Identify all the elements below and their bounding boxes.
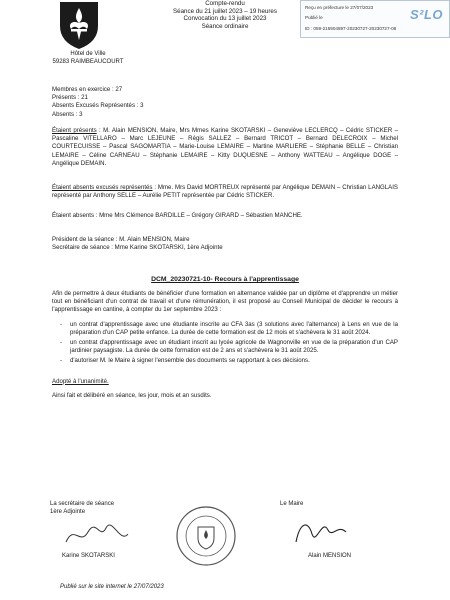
secretary-role: 1ère Adjointe	[50, 509, 86, 515]
mayor-signature-icon	[290, 512, 350, 552]
count-line3: Absents Excusés Représentés : 3	[52, 102, 144, 110]
session-header-line2: Séance du 21 juillet 2023 – 19 heures	[173, 7, 277, 15]
stamp-line2: Publié le	[305, 15, 323, 20]
excuses-text: : Mme. Mrs David MORTREUX représenté par Angélique DEMAIN – Christian LANGLAIS représenté par Anthony SELLE – Aurélie PETIT représentée par Cédric STICKER.	[52, 184, 398, 200]
count-line4: Absents : 3	[52, 110, 83, 118]
presents-label: Étaient présents	[52, 127, 97, 134]
mairie-line1: Hôtel de Ville	[70, 51, 106, 57]
member-counts	[52, 86, 398, 119]
deliberation-item: - un contrat d'apprentissage avec une étudiante inscrite au CFA 3as (3 solutions avec l'alternance) à Lens en vue de la préparation d'un CAP petite enfance. La durée de cette formation est de 12 mois et s'achèvera le 31 août 2024.	[70, 321, 398, 337]
president-line: Président de la séance : M. Alain MENSION, Maire	[52, 236, 190, 243]
session-header-line3: Convocation du 13 juillet 2023	[183, 15, 267, 23]
excuses-label: Étaient absents excusés représentés	[52, 184, 153, 191]
stamp-line1: Reçu en préfecture le 27/07/2023	[305, 5, 374, 10]
session-header-line1: Compte-rendu	[205, 0, 245, 7]
mairie-line2: 59283 RAIMBEAUCOURT	[52, 59, 124, 65]
deliberation-item: - d'autoriser M. le Maire à signer l'ensemble des documents se rapportant à ces décisions.	[70, 357, 398, 365]
session-header	[150, 0, 300, 30]
mayor-title: Le Maire	[280, 501, 304, 507]
adoption-status: Adopté à l'unanimité.	[52, 377, 109, 385]
mairie-address	[48, 50, 128, 66]
absents-paragraph	[52, 212, 398, 220]
city-crest-icon	[58, 0, 100, 50]
deliberation-list	[52, 321, 398, 366]
deliberation-body	[52, 290, 398, 400]
count-line2: Présents : 21	[52, 94, 88, 102]
stamp-line3: ID : 059-215904897-20230727-20230727-08	[305, 26, 397, 31]
presents-paragraph	[52, 127, 398, 168]
president-block	[52, 236, 398, 252]
mayor-signature-block	[280, 500, 400, 508]
secretary-name: Karine SKOTARSKI	[62, 553, 115, 559]
secretary-title: La secrétaire de séance	[50, 501, 115, 507]
deliberation-intro: Afin de permettre à deux étudiants de bénéficier d'une formation en alternance validée par un diplôme et d'apprendre un métier tout en bénéficiant d'un contrat de travail et d'une rémunération, il est proposé au Conseil Municipal de décider le recours à l'apprentissage en cantine, à compter du 1er septembre 2023 :	[52, 290, 398, 314]
absents-text: : Mme Mrs Clémence BARDILLE – Grégory GIRARD – Sébastien MANCHE.	[94, 212, 303, 219]
presents-text: : M. Alain MENSION, Maire, Mrs Mmes Karine SKOTARSKI – Geneviève LECLERCQ – Cédric STICKER – Pascaline VITELLARO – Marc LEJEUNE – Régis SALLEZ – Bernard TRICOT – Bernard DELECROIX – Michel COURTECUISSE – Pascal SAGOMARTIA – Marie-Louise LEMAIRE – Martine MARLIERE – Stéphanie BELLE – Christian LEMAIRE – Céline CARNEAU – Stéphanie LEMAIRE – Kitty DUQUESNE – Anthony WATTEAU – Angélique DOGE – Angélique DEMAIN.	[52, 127, 398, 167]
official-seal-icon	[175, 505, 237, 567]
count-line1: Membres en exercice : 27	[52, 86, 123, 93]
s2lo-logo: S²LO	[409, 7, 443, 22]
secretary-signature-block	[50, 500, 170, 516]
prefecture-stamp	[300, 0, 450, 38]
absents-label: Étaient absents	[52, 212, 95, 219]
publication-footer: Publié sur le site internet le 27/07/2023	[60, 584, 164, 590]
secretary-line: Secrétaire de séance : Mme Karine SKOTARSKI, 1ère Adjointe	[52, 244, 223, 252]
excuses-paragraph	[52, 184, 398, 200]
closing-formula: Ainsi fait et délibéré en séance, les jour, mois et an susdits.	[52, 391, 212, 399]
deliberation-item: - un contrat d'apprentissage avec un étudiant inscrit au lycée agricole de Wagnonville en vue de la préparation d'un CAP jardinier paysagiste. La durée de cette formation est de 2 ans et s'achèvera le 31 août 2025.	[70, 339, 398, 355]
mayor-name: Alain MENSION	[308, 553, 352, 559]
deliberation-title: DCM_20230721-10- Recours à l'apprentissage	[151, 276, 299, 283]
secretary-signature-icon	[62, 520, 132, 550]
session-header-line4: Séance ordinaire	[201, 22, 249, 30]
